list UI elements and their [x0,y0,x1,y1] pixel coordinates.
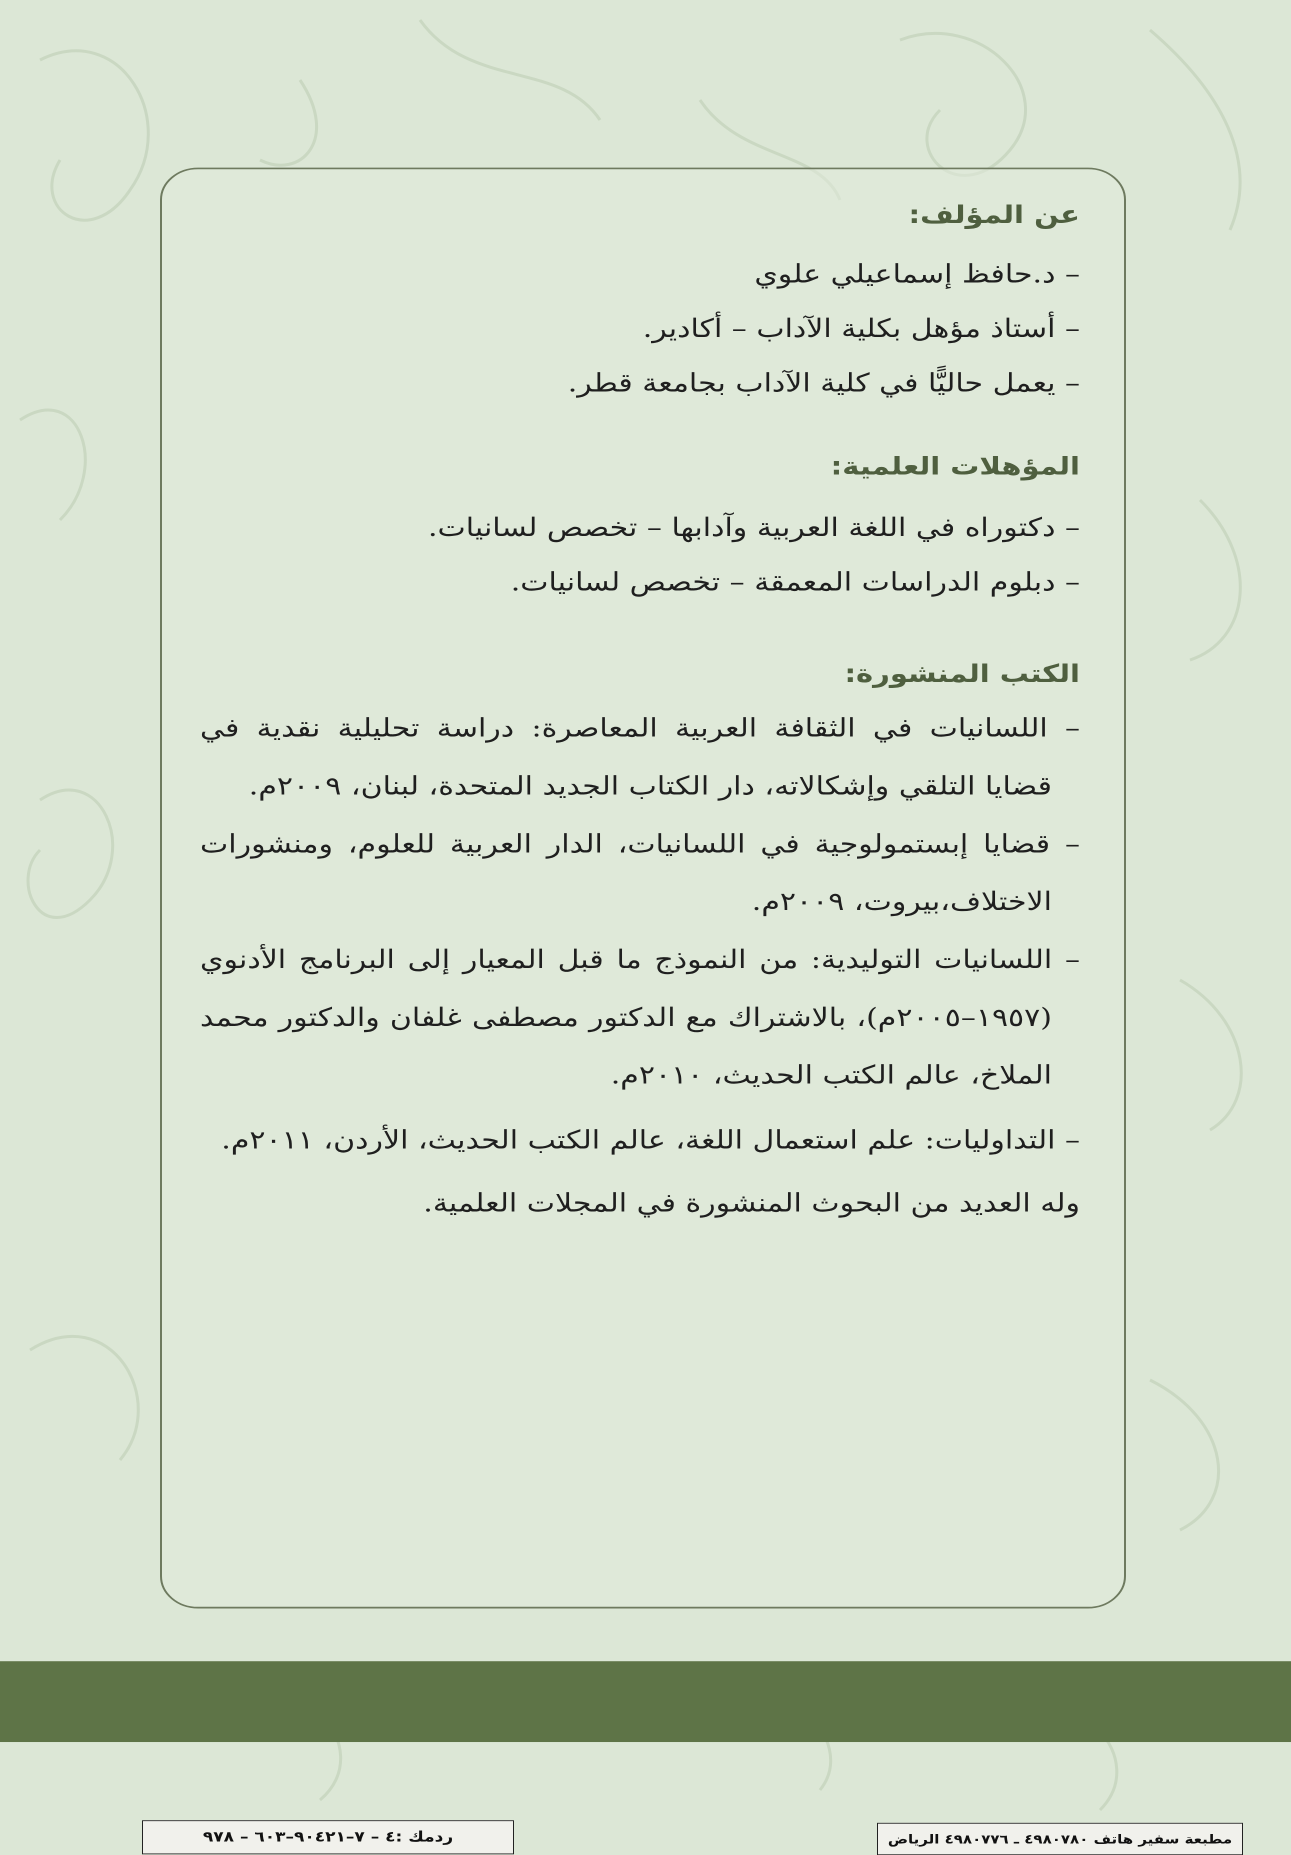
books-closing-line: وله العديد من البحوث المنشورة في المجلات العلمية. [423,1188,1080,1219]
book-item: – اللسانيات التوليدية: من النموذج ما قبل المعيار إلى البرنامج الأدنوي (١٩٥٧–٢٠٠٥م)، بالاشتراك مع الدكتور مصطفى غلفان والدكتور محمد الملاخ، عالم الكتب الحديث، ٢٠١٠م. [200,945,1080,1091]
printer-imprint: مطبعة سفير هاتف ٤٩٨٠٧٨٠ ـ ٤٩٨٠٧٧٦ الرياض [877,1823,1243,1855]
qualifications-heading: المؤهلات العلمية: [830,451,1080,481]
isbn-box: ردمك :٤ – ٧–٩٠٤٢١–٦٠٣ – ٩٧٨ [142,1820,514,1854]
qualification-line: – دكتوراه في اللغة العربية وآدابها – تخصص لسانيات. [427,512,1080,543]
content-column [200,200,1080,1231]
book-item: – اللسانيات في الثقافة العربية المعاصرة: دراسة تحليلية نقدية في قضايا التلقي وإشكالاته، دار الكتاب الجديد المتحدة، لبنان، ٢٠٠٩م. [200,713,1080,802]
book-item: – التداوليات: علم استعمال اللغة، عالم الكتب الحديث، الأردن، ٢٠١١م. [221,1125,1080,1156]
qualification-line: – دبلوم الدراسات المعمقة – تخصص لسانيات. [510,567,1080,598]
author-line: – يعمل حاليًّا في كلية الآداب بجامعة قطر. [567,368,1080,399]
book-item: – قضايا إبستمولوجية في اللسانيات، الدار العربية للعلوم، ومنشورات الاختلاف،بيروت، ٢٠٠٩م. [200,829,1080,917]
author-heading: عن المؤلف: [908,199,1080,229]
green-band [0,1661,1291,1742]
author-line: – د.حافظ إسماعيلي علوي [754,259,1080,290]
author-line: – أستاذ مؤهل بكلية الآداب – أكادير. [642,313,1080,344]
books-heading: الكتب المنشورة: [844,659,1080,689]
